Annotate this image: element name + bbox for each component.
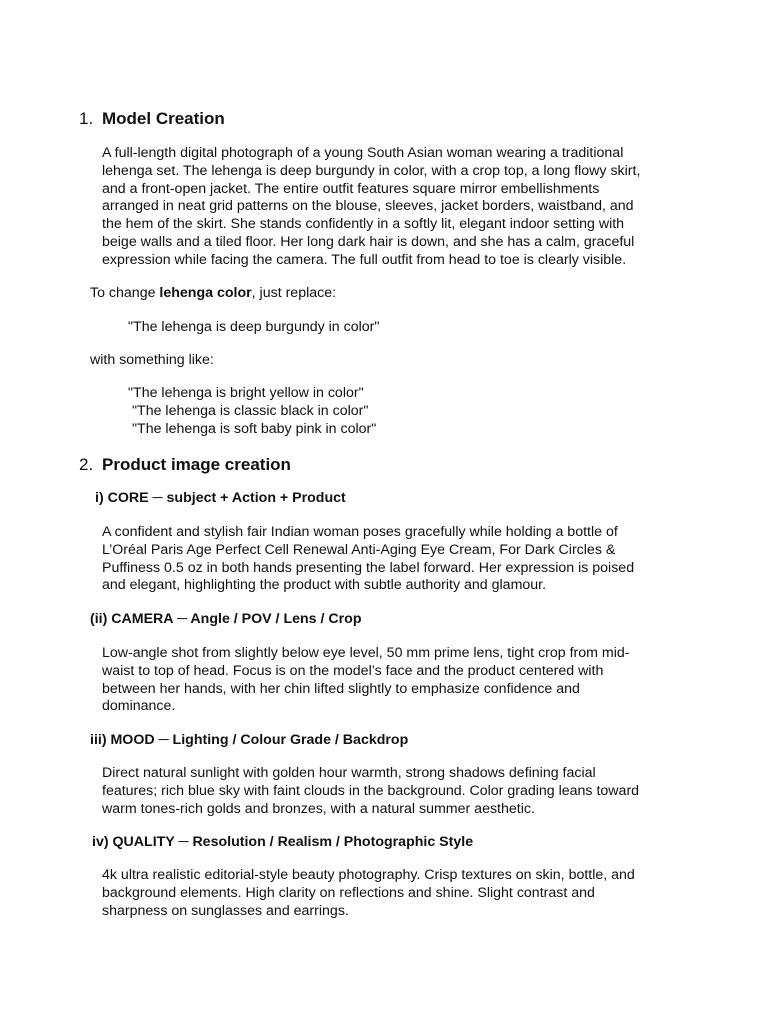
paragraph-line: and a front-open jacket. The entire outfit features square mirror embellishments	[102, 180, 600, 197]
paragraph-line: waist to top of head. Focus is on the model’s face and the product centered with	[102, 662, 604, 679]
paragraph-line: 4k ultra realistic editorial-style beauty photography. Crisp textures on skin, bottle, and	[102, 867, 635, 883]
paragraph-line: A full-length digital photograph of a young South Asian woman wearing a traditional	[102, 145, 624, 161]
paragraph-line: Low-angle shot from slightly below eye level, 50 mm prime lens, tight crop from mid-	[102, 645, 630, 661]
alternative-phrase: "The lehenga is bright yellow in color"	[128, 385, 364, 401]
section-number: 2.	[79, 455, 94, 474]
model-description-paragraph	[102, 145, 682, 270]
paragraph-line: features; rich blue sky with faint clouds in the background. Color grading leans toward	[102, 782, 640, 799]
paragraph-line: warm tones-rich golds and bronzes, with a natural summer aesthetic.	[102, 800, 535, 817]
camera-paragraph	[102, 645, 682, 716]
subsection-heading-core: i) CORE ─ subject + Action + Product	[95, 490, 346, 506]
paragraph-line: beige walls and a tiled floor. Her long dark hair is down, and she has a calm, graceful	[102, 233, 635, 250]
change-suffix: , just replace:	[251, 285, 337, 301]
paragraph-line: lehenga set. The lehenga is deep burgundy in color, with a crop top, a long flowy skirt,	[102, 162, 641, 179]
section-title: Product image creation	[102, 455, 291, 474]
paragraph-line: sharpness on sunglasses and earrings.	[102, 902, 349, 919]
paragraph-line: between her hands, with her chin lifted slightly to emphasize confidence and	[102, 680, 580, 697]
paragraph-line: Puffiness 0.5 oz in both hands presenting the label forward. Her expression is poised	[102, 559, 635, 576]
with-text: with something like:	[90, 352, 214, 368]
paragraph-line: dominance.	[102, 698, 176, 715]
paragraph-line: and elegant, highlighting the product with subtle authority and glamour.	[102, 577, 547, 594]
subsection-heading-camera: (ii) CAMERA ─ Angle / POV / Lens / Crop	[90, 611, 362, 627]
mood-paragraph	[102, 765, 682, 818]
alternative-phrase: "The lehenga is classic black in color"	[132, 403, 369, 419]
change-prefix: To change	[90, 285, 160, 301]
core-paragraph	[102, 524, 682, 595]
section-heading-product-image-creation	[79, 455, 291, 475]
subsection-heading-quality: iv) QUALITY ─ Resolution / Realism / Photographic Style	[92, 834, 474, 850]
paragraph-line: expression while facing the camera. The full outfit from head to toe is clearly visible.	[102, 251, 627, 268]
change-instruction	[90, 285, 336, 303]
alternative-phrase: "The lehenga is soft baby pink in color"	[132, 421, 377, 437]
change-bold-term: lehenga color	[159, 285, 252, 301]
quality-paragraph	[102, 867, 682, 920]
original-phrase: "The lehenga is deep burgundy in color"	[128, 319, 380, 335]
section-heading-model-creation	[79, 109, 225, 129]
section-title: Model Creation	[102, 109, 225, 128]
section-number: 1.	[79, 109, 94, 128]
paragraph-line: Direct natural sunlight with golden hour warmth, strong shadows defining facial	[102, 765, 596, 781]
paragraph-line: the hem of the skirt. She stands confidently in a softly lit, elegant indoor setting with	[102, 216, 625, 233]
paragraph-line: background elements. High clarity on reflections and shine. Slight contrast and	[102, 884, 595, 901]
paragraph-line: arranged in neat grid patterns on the blouse, sleeves, jacket borders, waistband, and	[102, 198, 634, 215]
subsection-heading-mood: iii) MOOD ─ Lighting / Colour Grade / Backdrop	[90, 732, 409, 748]
paragraph-line: L’Oréal Paris Age Perfect Cell Renewal Anti-Aging Eye Cream, For Dark Circles &	[102, 541, 616, 558]
paragraph-line: A confident and stylish fair Indian woman poses gracefully while holding a bottle of	[102, 524, 618, 540]
